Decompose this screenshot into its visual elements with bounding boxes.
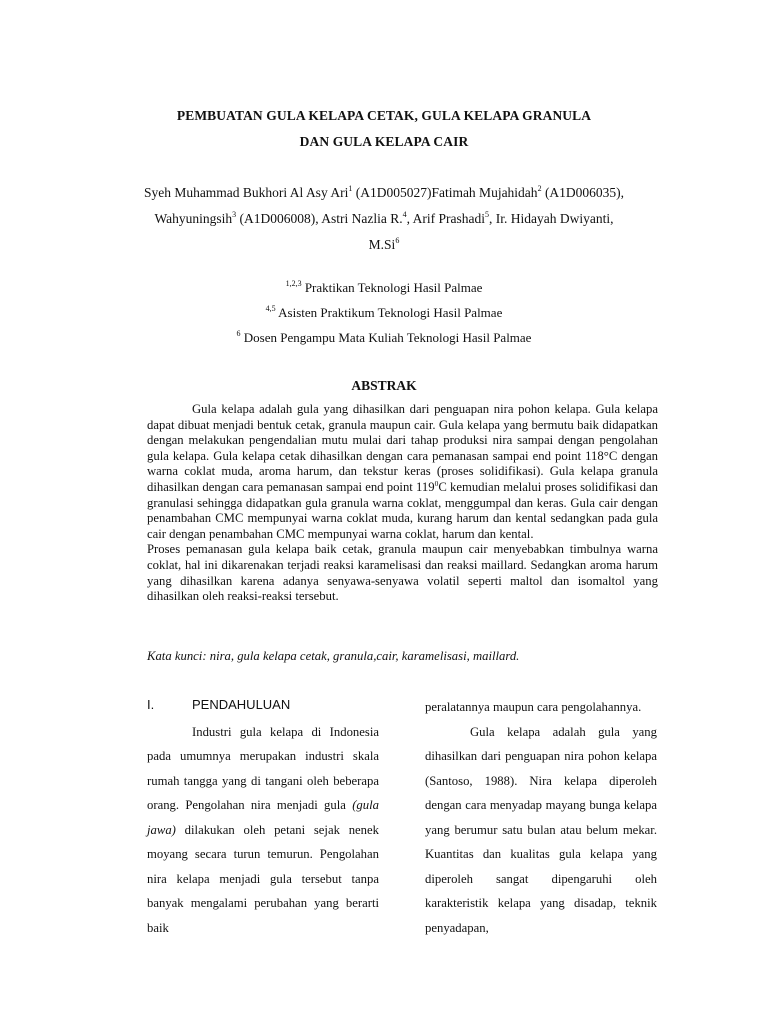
body-text-italic: (gula jawa) xyxy=(147,798,379,837)
section-title: PENDAHULUAN xyxy=(192,697,291,712)
author-superscript: 6 xyxy=(395,236,400,245)
affiliation-asisten xyxy=(0,305,768,321)
abstract-paragraph: Proses pemanasan gula kelapa baik cetak, granula maupun cair menyebabkan timbulnya warna coklat, hal ini dikarenakan terjadi reaksi karamelisasi dan reaksi maillard. Sedangkan aroma harum yang dihasilkan karena adanya senyawa-senyawa volatil seperti maltol dan isomaltol yang dihasilkan oleh reaksi-reaksi tersebut. xyxy=(147,542,658,604)
body-text: Industri gula kelapa di Indonesia pada umumnya merupakan industri skala rumah tangga yang di tangani oleh beberapa orang. Pengolahan nira menjadi gula xyxy=(147,724,379,812)
author-superscript: 1 xyxy=(348,184,353,193)
author-name: (A1D006008), Astri Nazlia R. xyxy=(236,211,403,226)
author-superscript: 4 xyxy=(402,210,407,219)
affiliation-dosen xyxy=(0,330,768,346)
abstract-text: Gula kelapa adalah gula yang dihasilkan dari penguapan nira pohon kelapa. Gula kelapa dapat dibuat menjadi bentuk cetak, granula maupun cair. Gula kelapa yang bermutu baik didapatkan dengan melakukan pengendalian mutu mulai dari tahap produksi nira sampai dengan pengolahan gula kelapa. Gula kelapa cetak dihasilkan dengan cara pemanasan sampai end point 118°C dengan warna coklat muda, aroma harum, dan tekstur keras (proses solidifikasi). Gula kelapa granula dihasilkan dengan cara pemanasan sampai end point 119 xyxy=(147,402,658,494)
author-superscript: 2 xyxy=(537,184,542,193)
body-column-right xyxy=(425,695,657,940)
abstract-body xyxy=(147,402,658,605)
author-name: (A1D006035), xyxy=(541,185,625,200)
body-text: dilakukan oleh petani sejak nenek moyang secara turun temurun. Pengolahan nira kelapa menjadi gula tersebut tanpa banyak mengalami perubahan yang berarti baik xyxy=(147,822,379,935)
author-name: M.Si xyxy=(368,237,396,252)
author-superscript: 5 xyxy=(485,210,490,219)
affiliation-superscript: 6 xyxy=(236,329,241,338)
section-number: I. xyxy=(147,697,155,712)
body-paragraph: Gula kelapa adalah gula yang dihasilkan dari penguapan nira pohon kelapa (Santoso, 1988). Nira kelapa diperoleh dengan cara menyadap mayang bunga kelapa yang berumur satu bulan atau belum mekar. Kuantitas dan kualitas gula kelapa yang diperoleh sangat dipengaruhi oleh karakteristik kelapa yang disadap, teknik penyadapan, xyxy=(425,724,657,935)
abstract-text: C kemudian melalui proses solidifikasi dan granulasi sehingga didapatkan gula granula warna coklat, menggumpal dan keras. Gula cair dengan penambahan CMC mempunyai warna coklat muda, kurang harum dan kental sedangkan pada gula cair dengan penambahan CMC mempunyai warna coklat, harum dan kental. xyxy=(147,479,658,541)
body-column-left xyxy=(147,695,379,940)
author-name: , Ir. Hidayah Dwiyanti, xyxy=(489,211,614,226)
affiliation-superscript: 1,2,3 xyxy=(285,279,302,288)
author-name: (A1D005027)Fatimah Mujahidah xyxy=(352,185,538,200)
abstract-heading: ABSTRAK xyxy=(351,378,417,393)
body-paragraph: peralatannya maupun cara pengolahannya. xyxy=(425,700,642,714)
author-name: Syeh Muhammad Bukhori Al Asy Ari xyxy=(143,185,349,200)
affiliation-text: Dosen Pengampu Mata Kuliah Teknologi Hasil Palmae xyxy=(240,330,532,345)
affiliation-text: Praktikan Teknologi Hasil Palmae xyxy=(301,280,483,295)
affiliation-superscript: 4,5 xyxy=(265,304,276,313)
author-superscript: 3 xyxy=(232,210,237,219)
paper-title-line-2: DAN GULA KELAPA CAIR xyxy=(299,134,469,149)
body-paragraph xyxy=(147,720,379,941)
affiliation-praktikan xyxy=(0,280,768,296)
degree-superscript: 0 xyxy=(434,478,439,488)
abstract-paragraph xyxy=(147,402,658,542)
author-list xyxy=(120,180,648,258)
author-name: , Arif Prashadi xyxy=(406,211,486,226)
author-name: Wahyuningsih xyxy=(154,211,233,226)
affiliation-text: Asisten Praktikum Teknologi Hasil Palmae xyxy=(275,305,503,320)
keywords: Kata kunci: nira, gula kelapa cetak, granula,cair, karamelisasi, maillard. xyxy=(147,649,520,663)
section-heading xyxy=(147,695,379,720)
paper-title-line-1: PEMBUATAN GULA KELAPA CETAK, GULA KELAPA GRANULA xyxy=(176,108,592,123)
